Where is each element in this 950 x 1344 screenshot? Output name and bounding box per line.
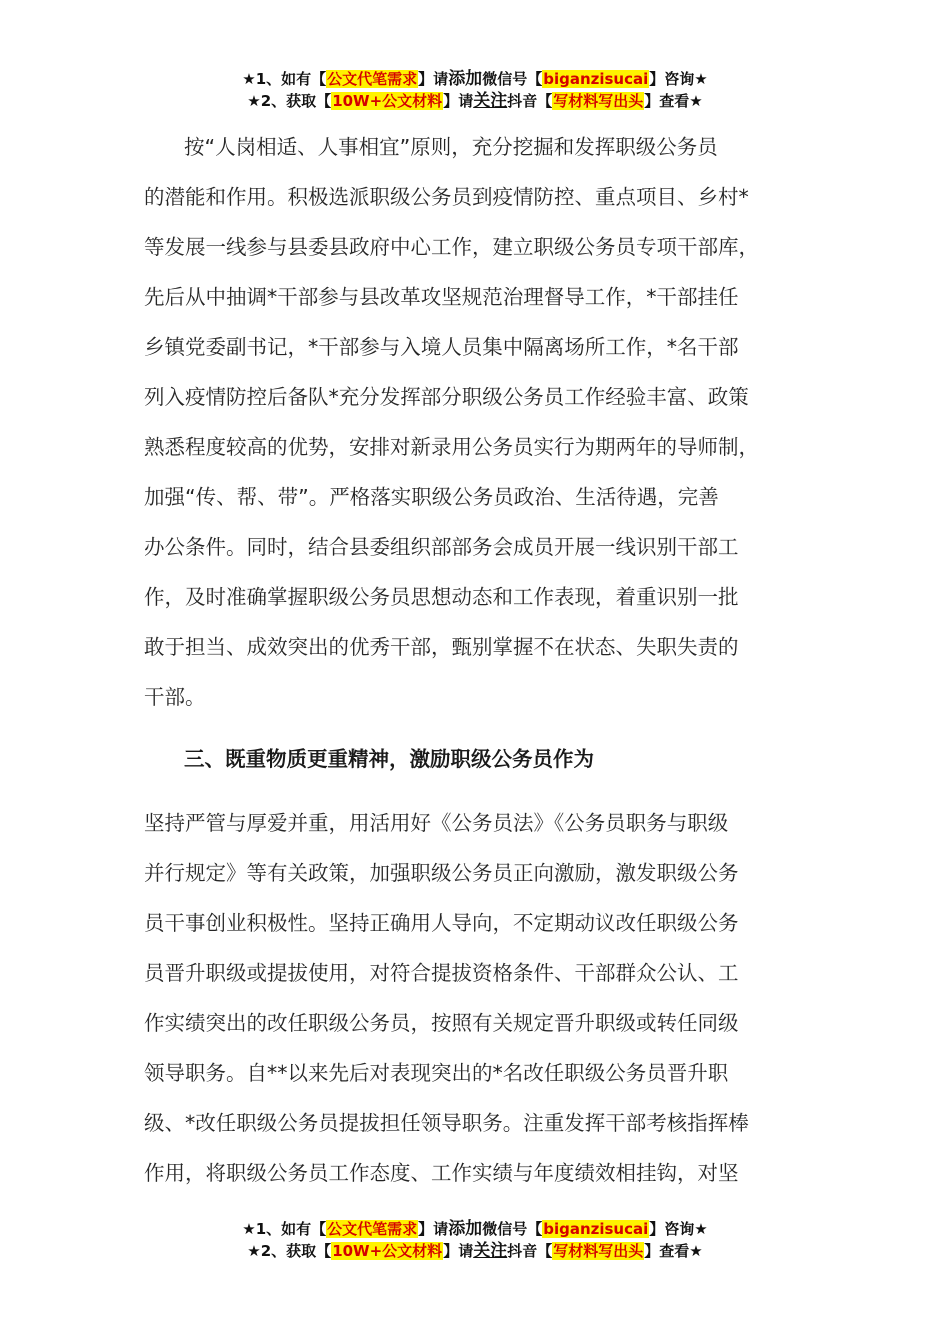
banner-text: ★1、如有【: [242, 70, 327, 88]
banner-text: 】请: [418, 1220, 449, 1238]
text-line: 坚持严管与厚爱并重，用活用好《公务员法》《公务员职务与职级: [144, 811, 729, 835]
banner-text: 微信号【: [482, 1220, 543, 1238]
document-body: [144, 122, 824, 1198]
text-line: 等发展一线参与县委县政府中心工作，建立职级公务员专项干部库，: [144, 235, 759, 259]
header-banner: [0, 68, 950, 112]
banner-line-1: [0, 1218, 950, 1240]
banner-text: ★1、如有【: [242, 1220, 327, 1238]
text-line: 并行规定》等有关政策，加强职级公务员正向激励，激发职级公务: [144, 861, 739, 885]
text-line: 作用，将职级公务员工作态度、工作实绩与年度绩效相挂钩，对坚: [144, 1161, 739, 1185]
banner-text: 】请: [443, 92, 474, 110]
banner-highlight: 10W+公文材料: [332, 92, 443, 110]
paragraph-2: [144, 798, 824, 1198]
text-line: 员晋升职级或提拔使用，对符合提拔资格条件、干部群众公认、工: [144, 961, 739, 985]
banner-text: 】咨询★: [649, 70, 708, 88]
text-line: 作，及时准确掌握职级公务员思想动态和工作表现，着重识别一批: [144, 585, 739, 609]
text-line: 乡镇党委副书记，*干部参与入境人员集中隔离场所工作，*名干部: [144, 335, 739, 359]
footer-banner: [0, 1218, 950, 1262]
text-line: 熟悉程度较高的优势，安排对新录用公务员实行为期两年的导师制，: [144, 435, 759, 459]
text-line: 级、*改任职级公务员提拔担任领导职务。注重发挥干部考核指挥棒: [144, 1111, 749, 1135]
banner-highlight: 10W+公文材料: [332, 1242, 443, 1260]
text-line: 加强“传、帮、带”。严格落实职级公务员政治、生活待遇，完善: [144, 485, 719, 509]
banner-text: ★2、获取【: [247, 92, 332, 110]
banner-highlight: biganzisucai: [543, 1220, 649, 1238]
text-line: 领导职务。自**以来先后对表现突出的*名改任职级公务员晋升职: [144, 1061, 729, 1085]
banner-text: 】请: [418, 70, 449, 88]
banner-text: 微信号【: [482, 70, 543, 88]
text-line: 作实绩突出的改任职级公务员，按照有关规定晋升职级或转任同级: [144, 1011, 739, 1035]
banner-text: 抖音【: [507, 1242, 553, 1260]
banner-highlight: 写材料写出头: [553, 1242, 644, 1260]
banner-highlight: biganzisucai: [543, 70, 649, 88]
banner-emphasis: 关注: [473, 91, 508, 111]
banner-text: 】查看★: [644, 1242, 703, 1260]
banner-highlight: 公文代笔需求: [327, 1220, 418, 1238]
text-line: 办公条件。同时，结合县委组织部部务会成员开展一线识别干部工: [144, 535, 739, 559]
paragraph-1: [144, 122, 824, 722]
banner-highlight: 写材料写出头: [553, 92, 644, 110]
text-line: 的潜能和作用。积极选派职级公务员到疫情防控、重点项目、乡村*: [144, 185, 749, 209]
section-heading: 三、既重物质更重精神，激励职级公务员作为: [184, 747, 594, 771]
banner-text: 】查看★: [644, 92, 703, 110]
text-line: 列入疫情防控后备队*充分发挥部分职级公务员工作经验丰富、政策: [144, 385, 749, 409]
text-line: 敢于担当、成效突出的优秀干部，甄别掌握不在状态、失职失责的: [144, 635, 739, 659]
banner-highlight: 公文代笔需求: [327, 70, 418, 88]
banner-line-1: [0, 68, 950, 90]
banner-text: 】请: [443, 1242, 474, 1260]
banner-emphasis: 添加: [448, 1219, 483, 1239]
text-line: 按“人岗相适、人事相宜”原则，充分挖掘和发挥职级公务员: [184, 135, 718, 159]
text-line: 干部。: [144, 685, 206, 709]
banner-emphasis: 关注: [473, 1241, 508, 1261]
banner-emphasis: 添加: [448, 69, 483, 89]
banner-text: ★2、获取【: [247, 1242, 332, 1260]
banner-line-2: [0, 90, 950, 112]
text-line: 先后从中抽调*干部参与县改革攻坚规范治理督导工作，*干部挂任: [144, 285, 739, 309]
banner-text: 】咨询★: [649, 1220, 708, 1238]
banner-text: 抖音【: [507, 92, 553, 110]
banner-line-2: [0, 1240, 950, 1262]
text-line: 员干事创业积极性。坚持正确用人导向，不定期动议改任职级公务: [144, 911, 739, 935]
